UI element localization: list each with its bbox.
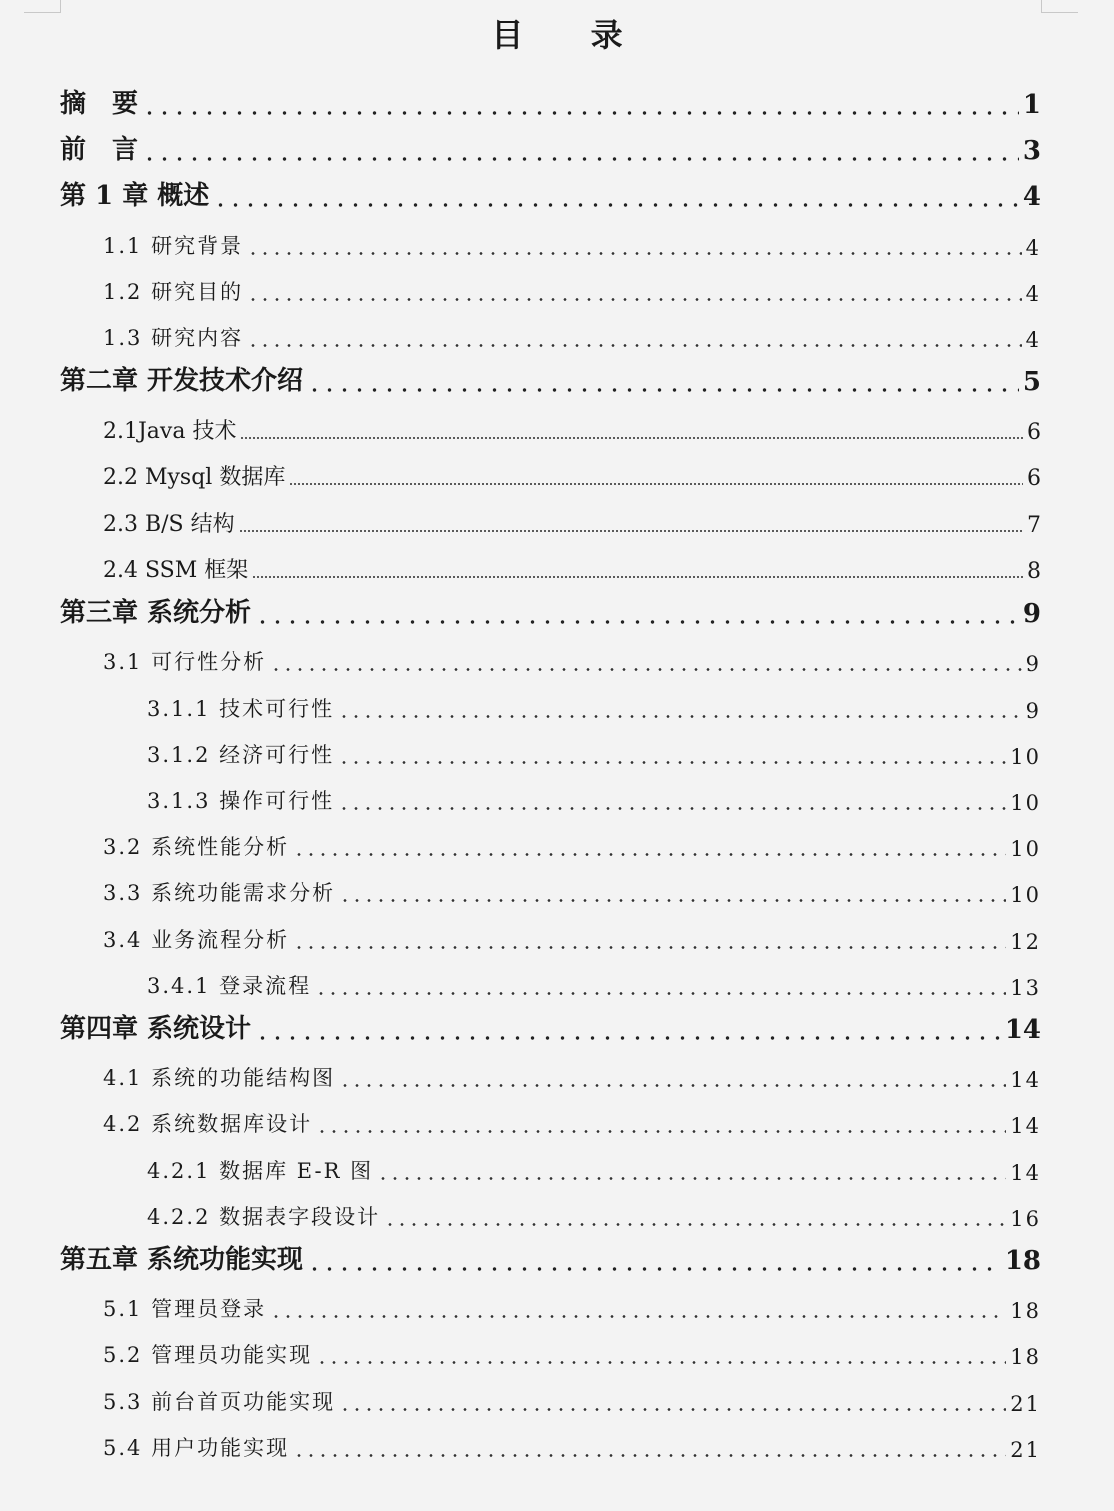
toc-entry-label: 3.1.2 经济可行性	[147, 743, 335, 767]
toc-entry-label: 3.2 系统性能分析	[103, 835, 290, 859]
dot-leader	[338, 697, 1022, 719]
toc-entry-page: 9	[1025, 699, 1041, 723]
dot-leader	[377, 1159, 1006, 1181]
toc-entry[interactable]	[103, 1056, 1041, 1092]
dot-leader	[338, 743, 1006, 765]
toc-entry[interactable]	[103, 640, 1041, 676]
toc-entry-page: 12	[1010, 930, 1041, 954]
toc-entry-label: 2.3 B/S 结构	[103, 512, 235, 537]
toc-entry-label: 2.4 SSM 框架	[103, 558, 249, 583]
toc-entry[interactable]	[103, 270, 1041, 306]
toc-entry-label: 2.2 Mysql 数据库	[103, 465, 286, 490]
toc-entry-label: 2.1Java 技术	[103, 419, 237, 444]
dot-leader	[293, 928, 1006, 950]
toc-entry[interactable]	[103, 409, 1041, 445]
toc-entry-page: 10	[1010, 837, 1041, 861]
toc-entry[interactable]	[147, 1149, 1041, 1185]
toc-entry-page: 8	[1027, 559, 1041, 584]
toc-entry-label: 4.2.2 数据表字段设计	[147, 1205, 381, 1229]
dot-leader	[339, 881, 1006, 903]
toc-entry-page: 4	[1025, 282, 1041, 306]
dot-leader	[293, 835, 1006, 857]
toc-entry[interactable]	[103, 918, 1041, 954]
toc-entry-page: 1	[1022, 90, 1041, 120]
toc-entry[interactable]	[60, 593, 1041, 629]
toc-entry-page: 4	[1025, 236, 1041, 260]
toc-entry-page: 6	[1027, 420, 1041, 445]
dot-leader	[255, 1015, 1001, 1041]
toc-entry[interactable]	[103, 316, 1041, 352]
dot-leader	[247, 234, 1022, 256]
toc-entry[interactable]	[103, 825, 1041, 861]
dot-leader	[247, 280, 1022, 302]
dot-leader	[142, 136, 1019, 162]
toc-entry-label: 3.3 系统功能需求分析	[103, 881, 336, 905]
dot-leader	[384, 1205, 1006, 1227]
toc-entry-page: 14	[1010, 1114, 1041, 1138]
toc-entry-page: 10	[1010, 745, 1041, 769]
toc-entry-page: 3	[1022, 136, 1041, 166]
toc-entry-label: 4.1 系统的功能结构图	[103, 1066, 336, 1090]
toc-entry[interactable]	[60, 1009, 1041, 1045]
toc-entry[interactable]	[147, 687, 1041, 723]
toc-entry[interactable]	[103, 1380, 1041, 1416]
toc-entry-label: 1.3 研究内容	[103, 326, 244, 350]
toc-entry[interactable]	[147, 779, 1041, 815]
toc-entry-page: 21	[1010, 1392, 1041, 1416]
toc-entry-label: 3.4.1 登录流程	[147, 974, 312, 998]
toc-entry[interactable]	[147, 1195, 1041, 1231]
dot-leader	[270, 650, 1022, 672]
toc-entry[interactable]	[103, 1333, 1041, 1369]
toc-entry-label: 第二章 开发技术介绍	[60, 366, 304, 396]
dot-leader	[240, 418, 1023, 440]
toc-entry-label: 3.1.1 技术可行性	[147, 697, 335, 721]
toc-entry-label: 第五章 系统功能实现	[60, 1245, 304, 1275]
toc-entry[interactable]	[103, 548, 1041, 584]
toc-entry-label: 4.2 系统数据库设计	[103, 1112, 313, 1136]
toc-entry[interactable]	[60, 84, 1041, 120]
toc-entry-page: 21	[1010, 1438, 1041, 1462]
toc-entry-label: 4.2.1 数据库 E-R 图	[147, 1159, 374, 1183]
toc-entry-page: 14	[1010, 1068, 1041, 1092]
toc-entry-page: 14	[1004, 1015, 1041, 1045]
toc-entry[interactable]	[103, 502, 1041, 538]
toc-entry[interactable]	[147, 733, 1041, 769]
toc-entry[interactable]	[60, 176, 1041, 212]
toc-entry-page: 7	[1027, 513, 1041, 538]
toc-entry-page: 10	[1010, 883, 1041, 907]
dot-leader	[307, 1246, 1001, 1272]
toc-entry-page: 18	[1010, 1345, 1041, 1369]
toc-entry-page: 18	[1010, 1299, 1041, 1323]
dot-leader	[338, 789, 1006, 811]
toc-entry[interactable]	[103, 871, 1041, 907]
toc-entry[interactable]	[60, 130, 1041, 166]
toc-entry-label: 5.4 用户功能实现	[103, 1436, 290, 1460]
toc-entry[interactable]	[103, 1426, 1041, 1462]
toc-entry-label: 第四章 系统设计	[60, 1014, 252, 1044]
dot-leader	[339, 1390, 1006, 1412]
toc-entry[interactable]	[103, 455, 1041, 491]
toc-entry-page: 9	[1025, 652, 1041, 676]
toc-entry-label: 第 1 章 概述	[60, 181, 210, 211]
toc-entry-page: 18	[1004, 1246, 1041, 1276]
dot-leader	[255, 599, 1019, 625]
toc-entry-page: 5	[1022, 367, 1041, 397]
toc-entry-label: 摘 要	[60, 89, 139, 119]
toc-entry-page: 9	[1022, 599, 1041, 629]
dot-leader	[316, 1112, 1006, 1134]
toc-entry-page: 13	[1010, 976, 1041, 1000]
dot-leader	[213, 182, 1019, 208]
toc-entry-page: 16	[1010, 1207, 1041, 1231]
toc-entry-label: 3.4 业务流程分析	[103, 928, 290, 952]
toc-entry-label: 3.1.3 操作可行性	[147, 789, 335, 813]
toc-title: 目 录	[491, 16, 651, 54]
toc-entry[interactable]	[103, 224, 1041, 260]
toc-entry[interactable]	[60, 361, 1041, 397]
dot-leader	[339, 1066, 1006, 1088]
toc-entry[interactable]	[147, 964, 1041, 1000]
toc-entry[interactable]	[103, 1287, 1041, 1323]
toc-entry[interactable]	[103, 1102, 1041, 1138]
toc-entry-label: 5.2 管理员功能实现	[103, 1343, 313, 1367]
toc-entry-label: 5.1 管理员登录	[103, 1297, 267, 1321]
toc-entry-label: 5.3 前台首页功能实现	[103, 1390, 336, 1414]
dot-leader	[270, 1297, 1006, 1319]
dot-leader	[293, 1436, 1006, 1458]
dot-leader	[315, 974, 1006, 996]
toc-entry-label: 3.1 可行性分析	[103, 650, 267, 674]
dot-leader	[142, 90, 1019, 116]
dot-leader	[239, 511, 1023, 533]
toc-entry-page: 4	[1022, 182, 1041, 212]
toc-entry-page: 10	[1010, 791, 1041, 815]
toc-entry-page: 4	[1025, 328, 1041, 352]
toc-entry[interactable]	[60, 1240, 1041, 1276]
toc-entry-label: 第三章 系统分析	[60, 598, 252, 628]
dot-leader	[289, 464, 1023, 486]
toc-entry-page: 14	[1010, 1161, 1041, 1185]
toc-entry-label: 1.1 研究背景	[103, 234, 244, 258]
dot-leader	[307, 367, 1019, 393]
dot-leader	[247, 326, 1022, 348]
dot-leader	[316, 1343, 1006, 1365]
toc-entry-page: 6	[1027, 466, 1041, 491]
dot-leader	[252, 557, 1023, 579]
toc-entry-label: 1.2 研究目的	[103, 280, 244, 304]
toc-entry-label: 前 言	[60, 135, 139, 165]
